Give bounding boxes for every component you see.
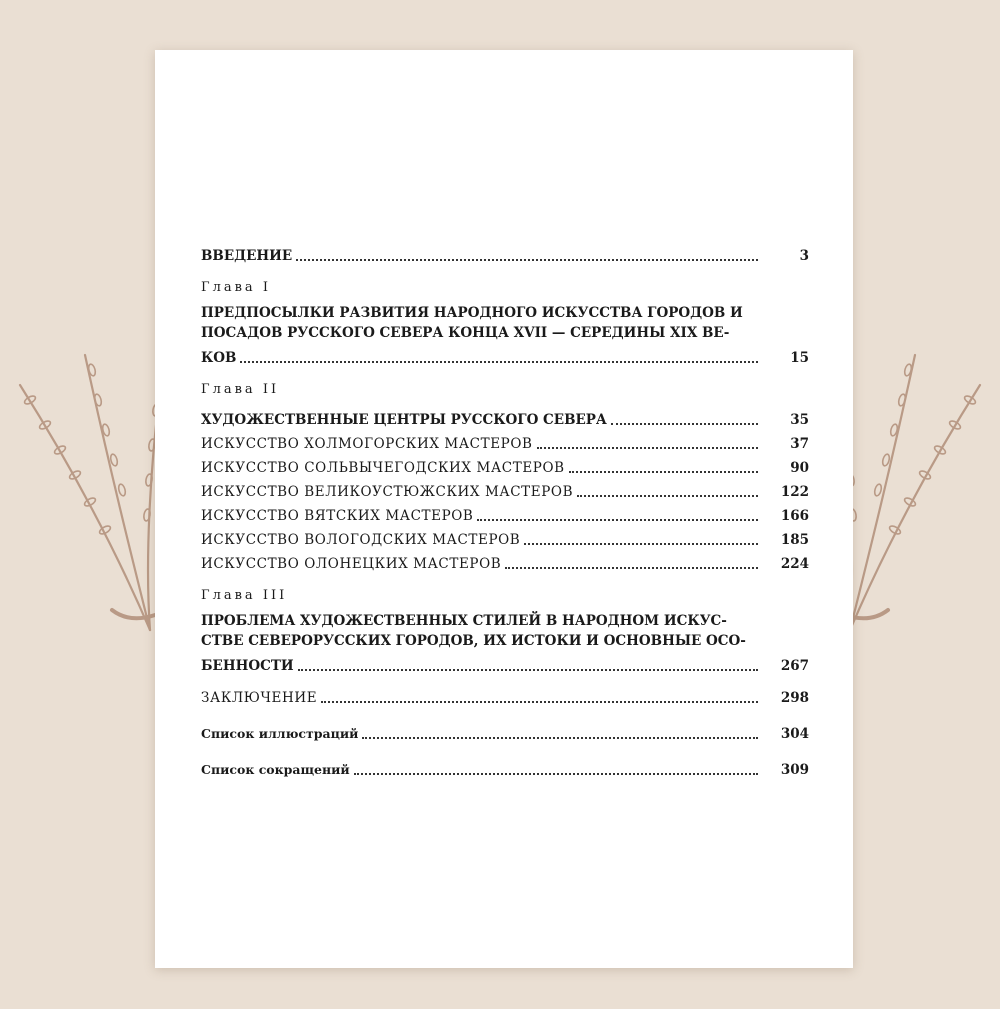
toc-section-title: ИСКУССТВО СОЛЬВЫЧЕГОДСКИХ МАСТЕРОВ <box>201 460 565 476</box>
toc-entry-intro <box>201 241 809 265</box>
document-page <box>155 50 853 968</box>
dot-leader <box>505 567 758 569</box>
toc-section-title: ИСКУССТВО ВЯТСКИХ МАСТЕРОВ <box>201 508 474 524</box>
toc-page-number: 267 <box>780 658 809 674</box>
toc-entry-conclusion <box>201 683 809 707</box>
toc-entry-chapter1 <box>201 303 809 367</box>
dot-leader <box>362 737 758 739</box>
toc-entry-title: Список сокращений <box>201 762 350 777</box>
toc-page-number: 185 <box>780 532 809 548</box>
chapter-title-line: СТВЕ СЕВЕРОРУССКИХ ГОРОДОВ, ИХ ИСТОКИ И ОСНОВНЫЕ ОСО- <box>201 633 746 649</box>
toc-entry-title: Список иллюстраций <box>201 726 359 741</box>
chapter-label: Глава I <box>201 280 271 295</box>
toc-section <box>201 429 809 453</box>
chapter-label: Глава II <box>201 382 280 397</box>
dot-leader <box>298 669 758 671</box>
chapter-title-line: ПРОБЛЕМА ХУДОЖЕСТВЕННЫХ СТИЛЕЙ В НАРОДНОМ ИСКУС- <box>201 613 727 629</box>
chapter-title-line: ПОСАДОВ РУССКОГО СЕВЕРА КОНЦА XVII — СЕРЕДИНЫ XIX ВЕ- <box>201 325 730 341</box>
toc-section-title: ИСКУССТВО ХОЛМОГОРСКИХ МАСТЕРОВ <box>201 436 533 452</box>
toc-section-title: ИСКУССТВО ВЕЛИКОУСТЮЖСКИХ МАСТЕРОВ <box>201 484 574 500</box>
toc-section <box>201 525 809 549</box>
toc-entry-illustrations <box>201 719 809 743</box>
dot-leader <box>354 773 758 775</box>
dot-leader <box>296 259 758 261</box>
toc-page-number: 90 <box>790 460 809 476</box>
toc-section-title: ИСКУССТВО ВОЛОГОДСКИХ МАСТЕРОВ <box>201 532 521 548</box>
dot-leader <box>569 471 758 473</box>
toc-page-number: 37 <box>790 436 809 452</box>
toc-entry-title: ВВЕДЕНИЕ <box>201 248 293 264</box>
dot-leader <box>240 361 758 363</box>
chapter-title-line: КОВ <box>201 350 237 366</box>
toc-page-number: 166 <box>780 508 809 524</box>
toc-page-number: 35 <box>790 412 809 428</box>
table-of-contents <box>201 241 809 779</box>
dot-leader <box>537 447 758 449</box>
toc-entry-abbreviations <box>201 755 809 779</box>
toc-page-number: 309 <box>780 762 809 778</box>
toc-page-number: 304 <box>780 726 809 742</box>
toc-page-number: 224 <box>780 556 809 572</box>
toc-page-number: 122 <box>780 484 809 500</box>
toc-section-title: ИСКУССТВО ОЛОНЕЦКИХ МАСТЕРОВ <box>201 556 502 572</box>
toc-entry-title: ЗАКЛЮЧЕНИЕ <box>201 690 318 706</box>
toc-section <box>201 453 809 477</box>
chapter-title-line: ПРЕДПОСЫЛКИ РАЗВИТИЯ НАРОДНОГО ИСКУССТВА ГОРОДОВ И <box>201 305 743 321</box>
toc-entry-chapter3 <box>201 611 809 675</box>
chapter-title-line: БЕННОСТИ <box>201 658 294 674</box>
willow-branch-icon <box>0 330 170 640</box>
dot-leader <box>477 519 758 521</box>
dot-leader <box>611 423 758 425</box>
willow-branch-icon <box>830 330 1000 640</box>
dot-leader <box>577 495 758 497</box>
toc-entry-chapter2 <box>201 405 809 429</box>
toc-section <box>201 501 809 525</box>
toc-section <box>201 477 809 501</box>
toc-page-number: 3 <box>799 248 809 264</box>
toc-entry-title: ХУДОЖЕСТВЕННЫЕ ЦЕНТРЫ РУССКОГО СЕВЕРА <box>201 412 607 428</box>
toc-page-number: 298 <box>780 690 809 706</box>
dot-leader <box>524 543 758 545</box>
chapter-label: Глава III <box>201 588 288 603</box>
toc-page-number: 15 <box>790 350 809 366</box>
toc-section <box>201 549 809 573</box>
dot-leader <box>321 701 758 703</box>
